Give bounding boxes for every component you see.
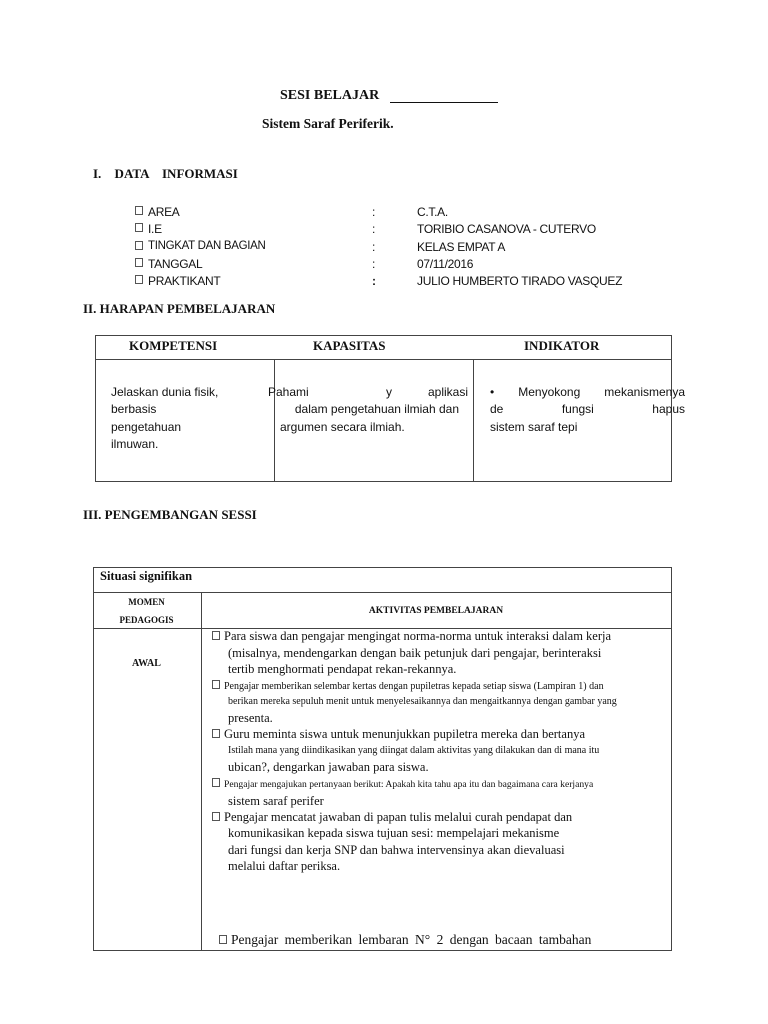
- info-row-tanggal: [135, 257, 675, 274]
- info-colon: :: [372, 205, 376, 219]
- info-value: TORIBIO CASANOVA - CUTERVO: [417, 222, 596, 236]
- info-row-area: [135, 205, 675, 222]
- activity-line: berikan mereka sepuluh menit untuk menyelesaikannya dan mengaitkannya dengan gambar yang: [228, 696, 617, 707]
- info-value: KELAS EMPAT A: [417, 240, 506, 254]
- bullet-box-icon: [135, 258, 143, 267]
- activity-line: Istilah mana yang diindikasikan yang diingat dalam aktivitas yang dilakukan dan di mana itu: [228, 745, 600, 756]
- info-label: TANGGAL: [148, 257, 203, 271]
- activity-item: Pengajar mengajukan pertanyaan berikut: Apakah kita tahu apa itu dan bagaimana cara kerjanya: [212, 778, 593, 790]
- indikator-line: sistem saraf tepi: [490, 420, 578, 434]
- section-heading-data-informasi: I. DATA INFORMASI: [93, 166, 238, 181]
- info-label: PRAKTIKANT: [148, 274, 221, 288]
- info-label: AREA: [148, 205, 180, 219]
- kompetensi-line: Jelaskan dunia fisik,: [111, 385, 219, 399]
- indikator-line: de fungsi hapus: [490, 402, 685, 416]
- kompetensi-line: ilmuwan.: [111, 437, 159, 451]
- checkbox-icon: [219, 935, 227, 944]
- info-colon: :: [372, 274, 376, 288]
- page-subtitle: Sistem Saraf Periferik.: [262, 116, 394, 131]
- info-label: I.E: [148, 222, 162, 236]
- info-value: 07/11/2016: [417, 257, 474, 271]
- activity-line: sistem saraf perifer: [228, 794, 324, 808]
- kapasitas-line: argumen secara ilmiah.: [280, 420, 405, 434]
- activity-line: (misalnya, mendengarkan dengan baik petunjuk dari pengajar, berinteraksi: [228, 646, 602, 660]
- kompetensi-line: berbasis: [111, 402, 157, 416]
- situasi-signifikan-header: Situasi signifikan: [100, 569, 193, 583]
- checkbox-icon: [212, 812, 220, 821]
- info-colon: :: [372, 257, 376, 271]
- bullet-box-icon: [135, 241, 143, 250]
- activity-item: Pengajar mencatat jawaban di papan tulis melalui curah pendapat dan: [212, 810, 572, 825]
- checkbox-icon: [212, 631, 220, 640]
- activity-line: presenta.: [228, 711, 273, 725]
- momen-line: PEDAGOGIS: [119, 615, 174, 625]
- kapasitas-word: Pahami: [268, 385, 309, 399]
- bullet-box-icon: [135, 206, 143, 215]
- activity-line: ubican?, dengarkan jawaban para siswa.: [228, 760, 429, 774]
- header-kapasitas: KAPASITAS: [313, 338, 386, 353]
- activity-line: dari fungsi dan kerja SNP dan bahwa intervensinya akan dievaluasi: [228, 843, 565, 857]
- moment-awal: AWAL: [132, 658, 161, 669]
- activity-line: komunikasikan kepada siswa tujuan sesi: mempelajari mekanisme: [228, 826, 560, 840]
- bullet-box-icon: [135, 223, 143, 232]
- momen-pedagogis-header: [93, 593, 200, 629]
- info-value: C.T.A.: [417, 205, 448, 219]
- section-heading-pengembangan: III. PENGEMBANGAN SESSI: [83, 507, 257, 522]
- checkbox-icon: [212, 778, 220, 787]
- info-label: TINGKAT DAN BAGIAN: [148, 240, 266, 252]
- activity-item: Para siswa dan pengajar mengingat norma-norma untuk interaksi dalam kerja: [212, 629, 611, 644]
- checkbox-icon: [212, 729, 220, 738]
- kapasitas-word: aplikasi: [428, 385, 469, 399]
- activity-item: Pengajar memberikan lembaran N° 2 dengan bacaan tambahan: [219, 932, 591, 948]
- checkbox-icon: [212, 680, 220, 689]
- header-kompetensi: KOMPETENSI: [129, 338, 218, 353]
- aktivitas-header: AKTIVITAS PEMBELAJARAN: [368, 606, 504, 616]
- indikator-line: • Menyokong mekanismenya: [490, 385, 685, 399]
- activity-item: Guru meminta siswa untuk menunjukkan pupiletra mereka dan bertanya: [212, 727, 585, 742]
- info-row-tingkat: [135, 240, 675, 257]
- kompetensi-line: pengetahuan: [111, 420, 182, 434]
- title-underline: [390, 102, 498, 103]
- activity-item: Pengajar memberikan selembar kertas dengan pupiletras kepada setiap siswa (Lampiran 1) dan: [212, 680, 604, 692]
- momen-line: MOMEN: [128, 597, 165, 607]
- kapasitas-word: y: [386, 385, 392, 399]
- page-title: SESI BELAJAR: [280, 88, 380, 103]
- info-value: JULIO HUMBERTO TIRADO VASQUEZ: [417, 274, 623, 288]
- header-indikator: INDIKATOR: [524, 338, 600, 353]
- info-colon: :: [372, 240, 376, 254]
- kapasitas-line: dalam pengetahuan ilmiah dan: [294, 402, 459, 416]
- info-row-ie: [135, 222, 675, 239]
- section-heading-harapan: II. HARAPAN PEMBELAJARAN: [83, 301, 276, 316]
- activity-line: tertib menghormati pendapat rekan-rekannya.: [228, 662, 457, 676]
- activity-line: melalui daftar periksa.: [228, 859, 341, 873]
- bullet-box-icon: [135, 275, 143, 284]
- info-colon: :: [372, 222, 376, 236]
- info-row-praktikant: [135, 274, 675, 291]
